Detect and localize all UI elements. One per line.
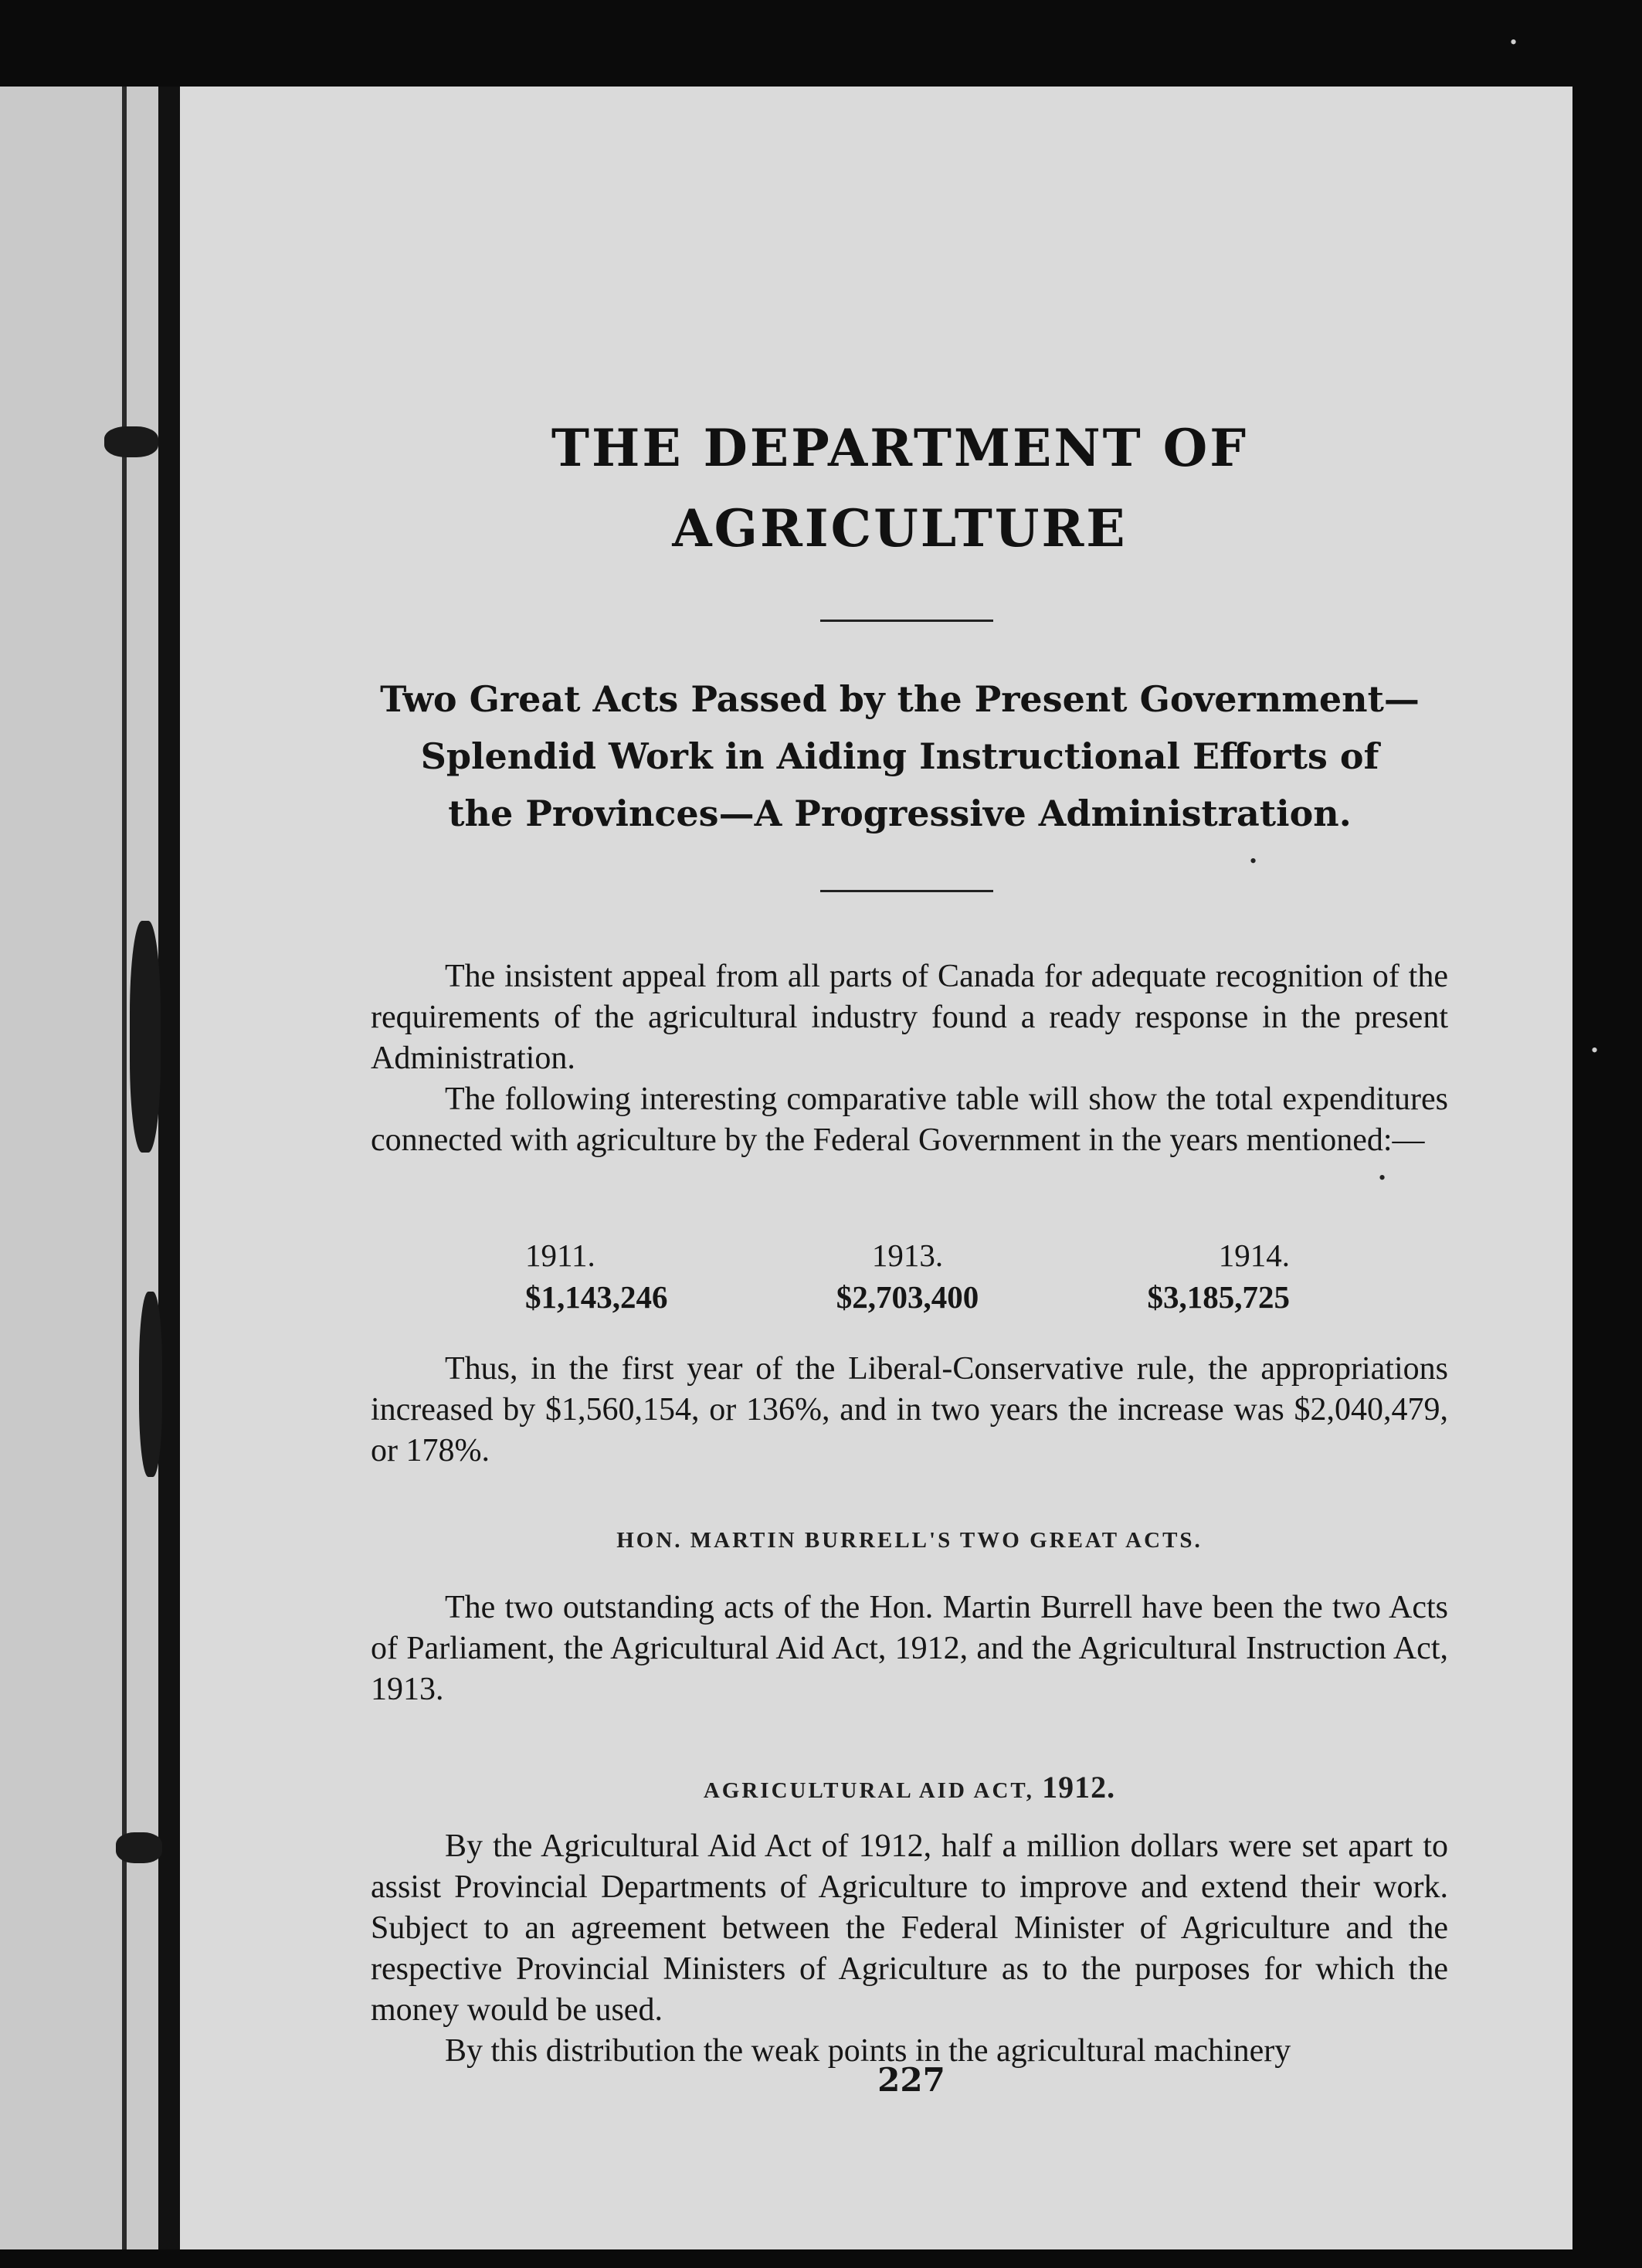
aid-act-paragraph: By the Agricultural Aid Act of 1912, half a million dollars were set apart to assist Provincial Departments of Agriculture to improve and extend their work. Subject to an agreement between the Federal Minister of Agriculture and the respective Provincial Ministers of Agriculture as to the purposes for which the money would be used. (371, 1828, 1448, 2028)
title-line-1: THE DEPARTMENT OF (551, 418, 1249, 478)
torn-edge (130, 921, 161, 1153)
divider-rule (820, 620, 993, 622)
section-heading-burrell (371, 1528, 1448, 1553)
subtitle (340, 671, 1460, 842)
acts-paragraph: The two outstanding acts of the Hon. Martin Burrell have been the two Acts of Parliament, the Agricultural Aid Act, 1912, and the Agricultural Instruction Act, 1913. (371, 1590, 1448, 1707)
amount-value: $3,185,725 (1147, 1279, 1290, 1315)
intro-text (371, 956, 1448, 1161)
section-heading-text: HON. MARTIN BURRELL'S TWO GREAT ACTS. (616, 1528, 1203, 1553)
distribution-paragraph: By this distribution the weak points in the agricultural machinery (445, 2033, 1291, 2069)
subtitle-line-3: the Provinces—A Progressive Administration. (448, 793, 1352, 834)
year-label: 1911. (525, 1238, 595, 1273)
intro-paragraph: The insistent appeal from all parts of Canada for adequate recognition of the requirements of the agricultural industry found a ready response in the present Administration. (371, 959, 1448, 1076)
expenditure-column-1914 (1035, 1234, 1448, 1318)
increase-paragraph: Thus, in the first year of the Liberal-Conservative rule, the appropriations increased by $1,560,154, or 136%, and in two years the increase was $2,040,479, or 178%. (371, 1351, 1448, 1468)
year-label: 1914. (1218, 1238, 1290, 1273)
scan-speck: • (1591, 1039, 1599, 1061)
scan-speck: • (1379, 1166, 1386, 1189)
table-intro-paragraph: The following interesting comparative table will show the total expenditures connected with agriculture by the Federal Government in the years mentioned:— (371, 1081, 1448, 1158)
year-label: 1913. (871, 1238, 944, 1273)
subtitle-line-1: Two Great Acts Passed by the Present Government— (380, 678, 1420, 720)
torn-edge (139, 1292, 162, 1477)
page-number: 227 (877, 2061, 945, 2099)
left-page-edge (0, 87, 178, 2249)
divider-rule (820, 890, 993, 892)
section-heading-text: AGRICULTURAL AID ACT, (703, 1778, 1034, 1803)
subtitle-line-2: Splendid Work in Aiding Instructional Efforts of (420, 735, 1379, 777)
expenditure-table (371, 1234, 1448, 1318)
page-title (340, 408, 1460, 569)
scan-speck: • (1510, 31, 1518, 53)
expenditure-column-1911 (371, 1234, 780, 1318)
scan-speck: • (1250, 850, 1257, 872)
acts-text (371, 1587, 1448, 1710)
amount-value: $2,703,400 (836, 1279, 979, 1315)
spine-shadow (122, 87, 127, 2249)
amount-value: $1,143,246 (525, 1279, 668, 1315)
expenditure-column-1913 (780, 1234, 1035, 1318)
section-heading-aid-act (371, 1769, 1448, 1805)
torn-edge (116, 1832, 162, 1863)
title-line-2: AGRICULTURE (672, 498, 1128, 559)
book-spine (158, 87, 180, 2249)
increase-text (371, 1349, 1448, 1472)
aid-act-text (371, 1826, 1448, 2072)
section-heading-year: 1912. (1042, 1770, 1116, 1805)
torn-edge (104, 426, 158, 457)
